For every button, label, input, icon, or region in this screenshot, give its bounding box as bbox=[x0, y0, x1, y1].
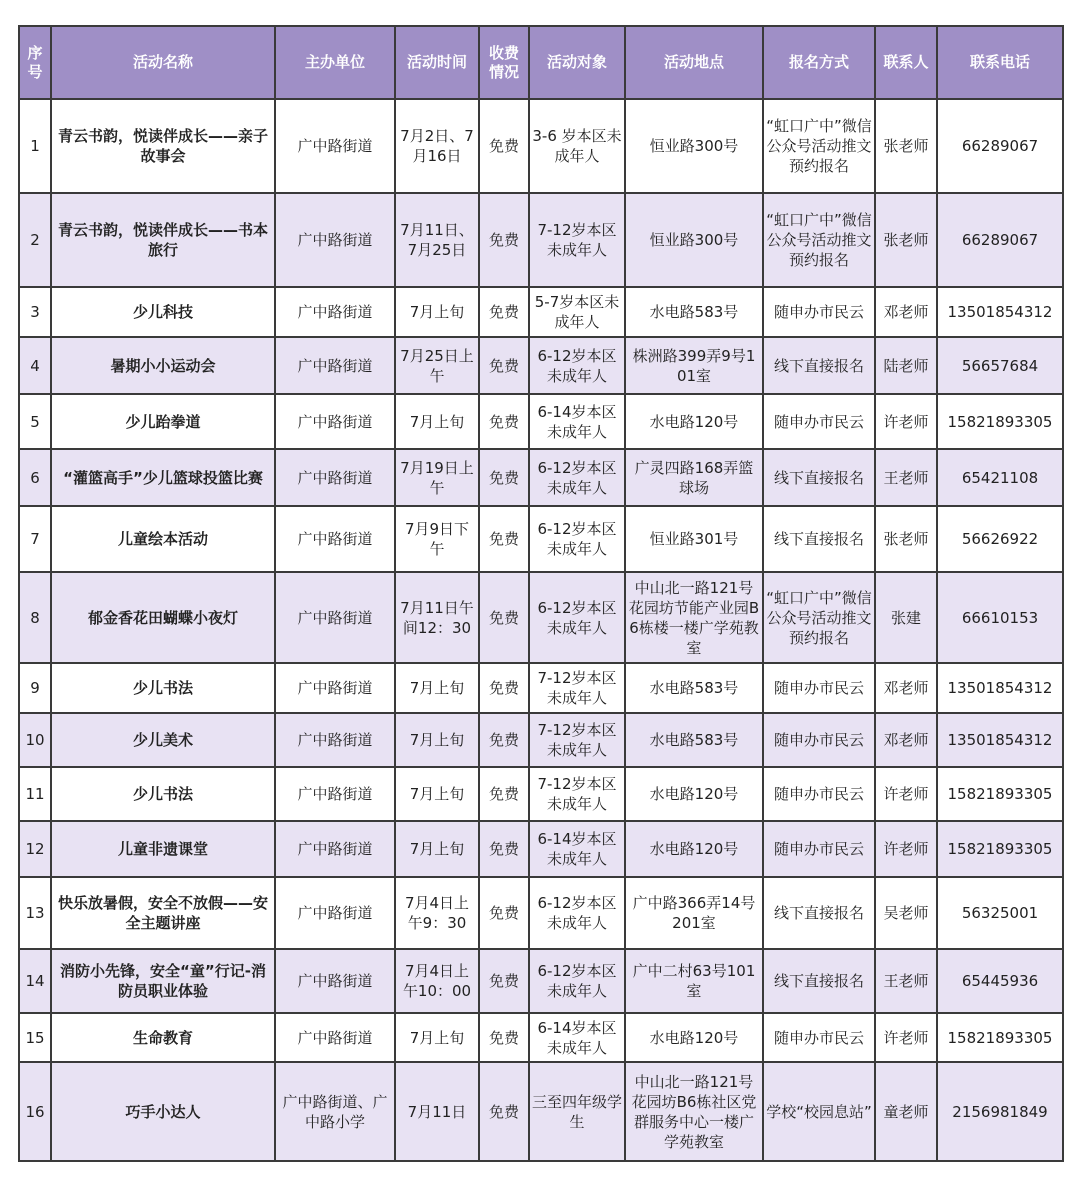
cell-name: 少儿书法 bbox=[51, 663, 275, 713]
cell-contact: 许老师 bbox=[875, 394, 937, 449]
cell-name: 巧手小达人 bbox=[51, 1062, 275, 1161]
cell-signup: 学校“校园息站” bbox=[763, 1062, 875, 1161]
cell-time: 7月2日、7月16日 bbox=[395, 99, 479, 193]
cell-signup: 线下直接报名 bbox=[763, 337, 875, 394]
cell-organizer: 广中路街道 bbox=[275, 449, 395, 506]
cell-no: 1 bbox=[19, 99, 51, 193]
cell-location: 恒业路301号 bbox=[625, 506, 763, 572]
cell-location: 中山北一路121号花园坊B6栋社区党群服务中心一楼广学苑教室 bbox=[625, 1062, 763, 1161]
cell-no: 13 bbox=[19, 877, 51, 949]
cell-target: 6-12岁本区未成年人 bbox=[529, 506, 625, 572]
cell-organizer: 广中路街道 bbox=[275, 767, 395, 821]
cell-phone: 56626922 bbox=[937, 506, 1063, 572]
cell-organizer: 广中路街道 bbox=[275, 287, 395, 337]
header-organizer: 主办单位 bbox=[275, 26, 395, 99]
cell-time: 7月4日上午10：00 bbox=[395, 949, 479, 1013]
cell-no: 7 bbox=[19, 506, 51, 572]
header-contact: 联系人 bbox=[875, 26, 937, 99]
table-row bbox=[19, 287, 1063, 337]
cell-signup: 线下直接报名 bbox=[763, 449, 875, 506]
cell-phone: 15821893305 bbox=[937, 767, 1063, 821]
cell-name: 儿童非遗课堂 bbox=[51, 821, 275, 877]
cell-contact: 王老师 bbox=[875, 449, 937, 506]
cell-contact: 张建 bbox=[875, 572, 937, 663]
cell-no: 11 bbox=[19, 767, 51, 821]
cell-time: 7月25日上午 bbox=[395, 337, 479, 394]
cell-target: 6-12岁本区未成年人 bbox=[529, 572, 625, 663]
cell-name: 快乐放暑假，安全不放假——安全主题讲座 bbox=[51, 877, 275, 949]
table-row bbox=[19, 877, 1063, 949]
cell-time: 7月上旬 bbox=[395, 713, 479, 767]
cell-organizer: 广中路街道 bbox=[275, 663, 395, 713]
cell-contact: 张老师 bbox=[875, 193, 937, 287]
cell-signup: 随申办市民云 bbox=[763, 821, 875, 877]
header-no: 序号 bbox=[19, 26, 51, 99]
cell-target: 6-14岁本区未成年人 bbox=[529, 1013, 625, 1062]
header-phone: 联系电话 bbox=[937, 26, 1063, 99]
header-row bbox=[19, 26, 1063, 99]
cell-time: 7月上旬 bbox=[395, 821, 479, 877]
cell-organizer: 广中路街道 bbox=[275, 572, 395, 663]
cell-no: 4 bbox=[19, 337, 51, 394]
table-row bbox=[19, 767, 1063, 821]
cell-fee: 免费 bbox=[479, 663, 529, 713]
cell-signup: 线下直接报名 bbox=[763, 877, 875, 949]
header-name: 活动名称 bbox=[51, 26, 275, 99]
cell-organizer: 广中路街道 bbox=[275, 394, 395, 449]
cell-time: 7月11日 bbox=[395, 1062, 479, 1161]
cell-target: 三至四年级学生 bbox=[529, 1062, 625, 1161]
cell-target: 6-14岁本区未成年人 bbox=[529, 394, 625, 449]
cell-time: 7月19日上午 bbox=[395, 449, 479, 506]
cell-no: 6 bbox=[19, 449, 51, 506]
cell-signup: 随申办市民云 bbox=[763, 287, 875, 337]
header-signup: 报名方式 bbox=[763, 26, 875, 99]
cell-target: 6-12岁本区未成年人 bbox=[529, 337, 625, 394]
cell-name: 少儿美术 bbox=[51, 713, 275, 767]
table-row bbox=[19, 713, 1063, 767]
cell-location: 水电路583号 bbox=[625, 663, 763, 713]
cell-name: 少儿科技 bbox=[51, 287, 275, 337]
activity-table bbox=[18, 25, 1064, 1162]
cell-name: 儿童绘本活动 bbox=[51, 506, 275, 572]
cell-target: 6-12岁本区未成年人 bbox=[529, 877, 625, 949]
table-body bbox=[19, 99, 1063, 1161]
cell-target: 7-12岁本区未成年人 bbox=[529, 663, 625, 713]
cell-contact: 陆老师 bbox=[875, 337, 937, 394]
table-row bbox=[19, 663, 1063, 713]
cell-location: 株洲路399弄9号101室 bbox=[625, 337, 763, 394]
cell-time: 7月上旬 bbox=[395, 663, 479, 713]
cell-name: 郁金香花田蝴蝶小夜灯 bbox=[51, 572, 275, 663]
cell-name: 消防小先锋，安全“童”行记-消防员职业体验 bbox=[51, 949, 275, 1013]
cell-fee: 免费 bbox=[479, 877, 529, 949]
header-fee: 收费情况 bbox=[479, 26, 529, 99]
cell-location: 广灵四路168弄篮球场 bbox=[625, 449, 763, 506]
cell-name: 生命教育 bbox=[51, 1013, 275, 1062]
cell-phone: 65421108 bbox=[937, 449, 1063, 506]
table-row bbox=[19, 1062, 1063, 1161]
cell-phone: 56657684 bbox=[937, 337, 1063, 394]
cell-fee: 免费 bbox=[479, 337, 529, 394]
cell-phone: 66610153 bbox=[937, 572, 1063, 663]
cell-fee: 免费 bbox=[479, 767, 529, 821]
cell-signup: 随申办市民云 bbox=[763, 767, 875, 821]
cell-organizer: 广中路街道 bbox=[275, 193, 395, 287]
cell-contact: 邓老师 bbox=[875, 287, 937, 337]
table-row bbox=[19, 449, 1063, 506]
cell-target: 3-6 岁本区未成年人 bbox=[529, 99, 625, 193]
cell-contact: 许老师 bbox=[875, 821, 937, 877]
cell-contact: 童老师 bbox=[875, 1062, 937, 1161]
table-row bbox=[19, 1013, 1063, 1062]
table-row bbox=[19, 821, 1063, 877]
cell-no: 3 bbox=[19, 287, 51, 337]
cell-phone: 56325001 bbox=[937, 877, 1063, 949]
cell-no: 15 bbox=[19, 1013, 51, 1062]
cell-fee: 免费 bbox=[479, 193, 529, 287]
cell-time: 7月4日上午9：30 bbox=[395, 877, 479, 949]
cell-time: 7月11日、7月25日 bbox=[395, 193, 479, 287]
cell-signup: “虹口广中”微信公众号活动推文预约报名 bbox=[763, 99, 875, 193]
cell-no: 2 bbox=[19, 193, 51, 287]
table-row bbox=[19, 394, 1063, 449]
cell-time: 7月11日午间12：30 bbox=[395, 572, 479, 663]
cell-organizer: 广中路街道 bbox=[275, 99, 395, 193]
cell-fee: 免费 bbox=[479, 449, 529, 506]
cell-target: 7-12岁本区未成年人 bbox=[529, 193, 625, 287]
cell-signup: 随申办市民云 bbox=[763, 1013, 875, 1062]
cell-fee: 免费 bbox=[479, 1062, 529, 1161]
cell-target: 6-12岁本区未成年人 bbox=[529, 449, 625, 506]
cell-organizer: 广中路街道 bbox=[275, 949, 395, 1013]
table-row bbox=[19, 949, 1063, 1013]
cell-fee: 免费 bbox=[479, 713, 529, 767]
header-location: 活动地点 bbox=[625, 26, 763, 99]
cell-no: 9 bbox=[19, 663, 51, 713]
cell-organizer: 广中路街道 bbox=[275, 1013, 395, 1062]
cell-target: 5-7岁本区未成年人 bbox=[529, 287, 625, 337]
cell-time: 7月上旬 bbox=[395, 767, 479, 821]
cell-no: 14 bbox=[19, 949, 51, 1013]
cell-phone: 15821893305 bbox=[937, 394, 1063, 449]
cell-phone: 13501854312 bbox=[937, 713, 1063, 767]
cell-signup: 随申办市民云 bbox=[763, 663, 875, 713]
cell-target: 6-14岁本区未成年人 bbox=[529, 821, 625, 877]
cell-location: 中山北一路121号花园坊节能产业园B6栋楼一楼广学苑教室 bbox=[625, 572, 763, 663]
cell-name: 暑期小小运动会 bbox=[51, 337, 275, 394]
cell-contact: 许老师 bbox=[875, 767, 937, 821]
cell-contact: 张老师 bbox=[875, 506, 937, 572]
cell-organizer: 广中路街道、广中路小学 bbox=[275, 1062, 395, 1161]
cell-phone: 13501854312 bbox=[937, 287, 1063, 337]
cell-name: 少儿书法 bbox=[51, 767, 275, 821]
cell-signup: 线下直接报名 bbox=[763, 506, 875, 572]
cell-location: 水电路120号 bbox=[625, 821, 763, 877]
cell-phone: 65445936 bbox=[937, 949, 1063, 1013]
cell-location: 恒业路300号 bbox=[625, 193, 763, 287]
cell-contact: 邓老师 bbox=[875, 713, 937, 767]
cell-time: 7月9日下午 bbox=[395, 506, 479, 572]
cell-phone: 66289067 bbox=[937, 99, 1063, 193]
activity-table-container bbox=[18, 25, 1062, 1162]
cell-location: 水电路583号 bbox=[625, 287, 763, 337]
table-row bbox=[19, 572, 1063, 663]
cell-time: 7月上旬 bbox=[395, 1013, 479, 1062]
cell-contact: 许老师 bbox=[875, 1013, 937, 1062]
cell-name: 少儿跆拳道 bbox=[51, 394, 275, 449]
cell-signup: 随申办市民云 bbox=[763, 394, 875, 449]
cell-fee: 免费 bbox=[479, 949, 529, 1013]
cell-fee: 免费 bbox=[479, 287, 529, 337]
cell-time: 7月上旬 bbox=[395, 287, 479, 337]
cell-fee: 免费 bbox=[479, 572, 529, 663]
cell-fee: 免费 bbox=[479, 821, 529, 877]
cell-fee: 免费 bbox=[479, 506, 529, 572]
cell-phone: 66289067 bbox=[937, 193, 1063, 287]
cell-no: 5 bbox=[19, 394, 51, 449]
cell-target: 7-12岁本区未成年人 bbox=[529, 713, 625, 767]
cell-location: 广中二村63号101室 bbox=[625, 949, 763, 1013]
cell-no: 12 bbox=[19, 821, 51, 877]
cell-no: 10 bbox=[19, 713, 51, 767]
cell-organizer: 广中路街道 bbox=[275, 506, 395, 572]
cell-name: “灌篮高手”少儿篮球投篮比赛 bbox=[51, 449, 275, 506]
cell-no: 8 bbox=[19, 572, 51, 663]
cell-organizer: 广中路街道 bbox=[275, 713, 395, 767]
header-time: 活动时间 bbox=[395, 26, 479, 99]
cell-location: 水电路120号 bbox=[625, 1013, 763, 1062]
cell-fee: 免费 bbox=[479, 99, 529, 193]
cell-contact: 邓老师 bbox=[875, 663, 937, 713]
table-row bbox=[19, 337, 1063, 394]
cell-phone: 15821893305 bbox=[937, 1013, 1063, 1062]
cell-fee: 免费 bbox=[479, 394, 529, 449]
cell-contact: 张老师 bbox=[875, 99, 937, 193]
cell-signup: 随申办市民云 bbox=[763, 713, 875, 767]
cell-fee: 免费 bbox=[479, 1013, 529, 1062]
cell-phone: 13501854312 bbox=[937, 663, 1063, 713]
cell-location: 广中路366弄14号201室 bbox=[625, 877, 763, 949]
cell-location: 水电路120号 bbox=[625, 394, 763, 449]
table-row bbox=[19, 506, 1063, 572]
cell-organizer: 广中路街道 bbox=[275, 337, 395, 394]
cell-name: 青云书韵，悦读伴成长——亲子故事会 bbox=[51, 99, 275, 193]
table-row bbox=[19, 193, 1063, 287]
cell-signup: “虹口广中”微信公众号活动推文预约报名 bbox=[763, 193, 875, 287]
cell-time: 7月上旬 bbox=[395, 394, 479, 449]
cell-contact: 吴老师 bbox=[875, 877, 937, 949]
cell-target: 7-12岁本区未成年人 bbox=[529, 767, 625, 821]
cell-signup: 线下直接报名 bbox=[763, 949, 875, 1013]
cell-name: 青云书韵，悦读伴成长——书本旅行 bbox=[51, 193, 275, 287]
cell-organizer: 广中路街道 bbox=[275, 877, 395, 949]
cell-target: 6-12岁本区未成年人 bbox=[529, 949, 625, 1013]
cell-location: 水电路583号 bbox=[625, 713, 763, 767]
header-target: 活动对象 bbox=[529, 26, 625, 99]
cell-location: 水电路120号 bbox=[625, 767, 763, 821]
cell-phone: 2156981849 bbox=[937, 1062, 1063, 1161]
cell-location: 恒业路300号 bbox=[625, 99, 763, 193]
table-row bbox=[19, 99, 1063, 193]
cell-phone: 15821893305 bbox=[937, 821, 1063, 877]
cell-no: 16 bbox=[19, 1062, 51, 1161]
cell-signup: “虹口广中”微信公众号活动推文预约报名 bbox=[763, 572, 875, 663]
cell-contact: 王老师 bbox=[875, 949, 937, 1013]
cell-organizer: 广中路街道 bbox=[275, 821, 395, 877]
